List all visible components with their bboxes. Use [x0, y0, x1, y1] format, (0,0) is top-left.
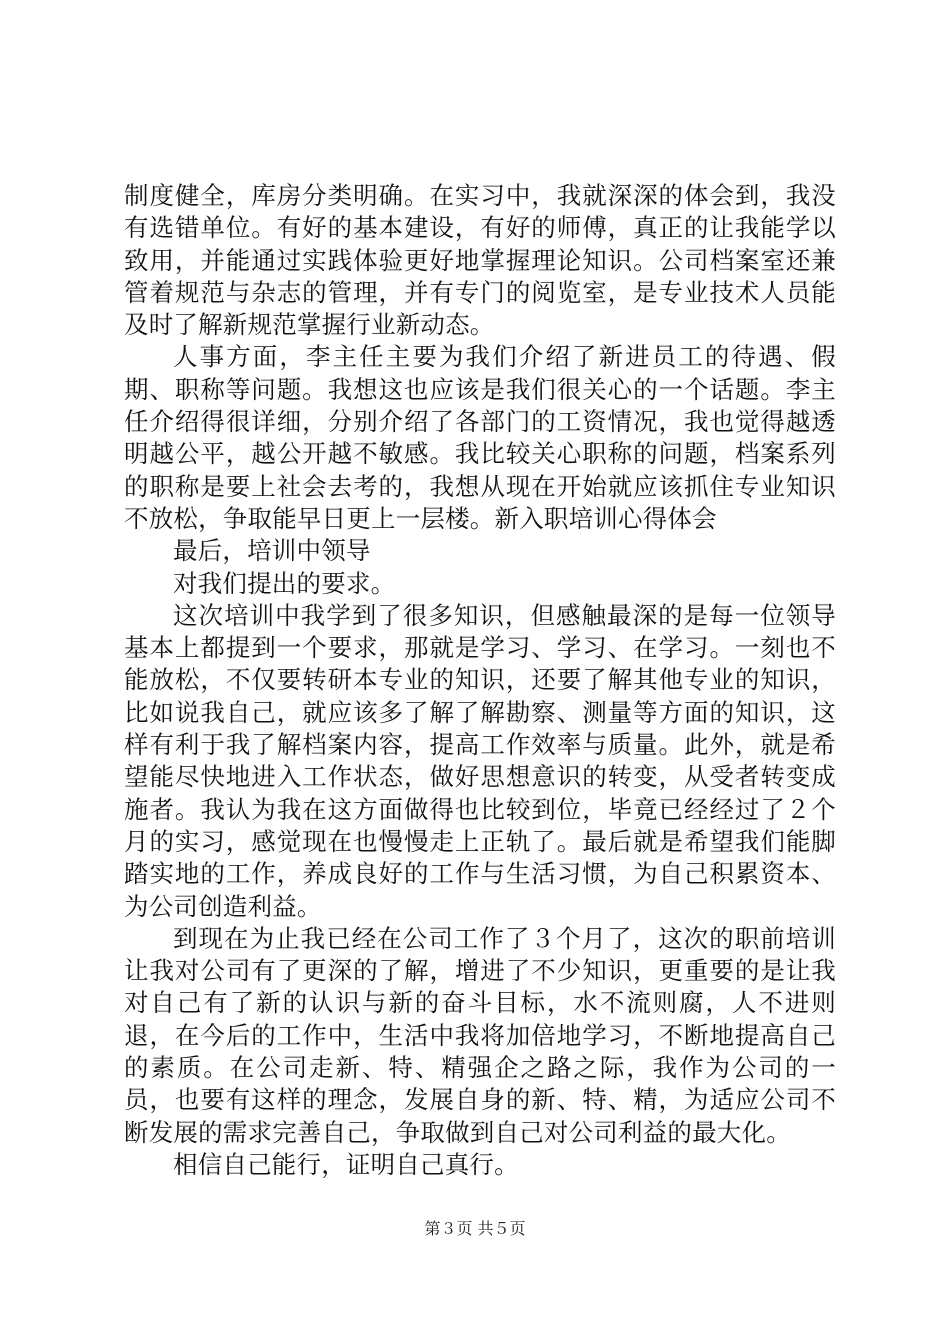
paragraph-6: 到现在为止我已经在公司工作了３个月了，这次的职前培训让我对公司有了更深的了解，增进了不少知识，更重要的是让我对自己有了新的认识与新的奋斗目标，水不流则腐，人不进则退，在今后的工作中，生活中我将加倍地学习，不断地提高自己的素质。在公司走新、特、精强企之路之际，我作为公司的一员，也要有这样的理念，发展自身的新、特、精，为适应公司不断发展的需求完善自己，争取做到自己对公司利益的最大化。 — [124, 923, 836, 1147]
paragraph-5: 这次培训中我学到了很多知识，但感触最深的是每一位领导基本上都提到一个要求，那就是学习、学习、在学习。一刻也不能放松，不仅要转研本专业的知识，还要了解其他专业的知识，比如说我自己，就应该多了解了解勘察、测量等方面的知识，这样有利于我了解档案内容，提高工作效率与质量。此外，就是希望能尽快地进入工作状态，做好思想意识的转变，从受者转变成施者。我认为我在这方面做得也比较到位，毕竟已经经过了２个月的实习，感觉现在也慢慢走上正轨了。最后就是希望我们能脚踏实地的工作，养成良好的工作与生活习惯，为自己积累资本、为公司创造利益。 — [124, 600, 836, 921]
paragraph-1: 制度健全，库房分类明确。在实习中，我就深深的体会到，我没有选错单位。有好的基本建设，有好的师傅，真正的让我能学以致用，并能通过实践体验更好地掌握理论知识。公司档案室还兼管着规范与杂志的管理，并有专门的阅览室，是专业技术人员能及时了解新规范掌握行业新动态。 — [124, 181, 836, 340]
paragraph-2: 人事方面，李主任主要为我们介绍了新进员工的待遇、假期、职称等问题。我想这也应该是我们很关心的一个话题。李主任介绍得很详细，分别介绍了各部门的工资情况，我也觉得越透明越公平，越公开越不敏感。我比较关心职称的问题，档案系列的职称是要上社会去考的，我想从现在开始就应该抓住专业知识不放松，争取能早日更上一层楼。新入职培训心得体会 — [124, 342, 836, 533]
paragraph-7: 相信自己能行，证明自己真行。 — [173, 1149, 519, 1179]
paragraph-3: 最后，培训中领导 — [173, 536, 371, 566]
page-footer: 第３页 共５页 — [424, 1219, 526, 1238]
document-body — [124, 180, 836, 1181]
paragraph-4: 对我们提出的要求。 — [173, 568, 396, 598]
